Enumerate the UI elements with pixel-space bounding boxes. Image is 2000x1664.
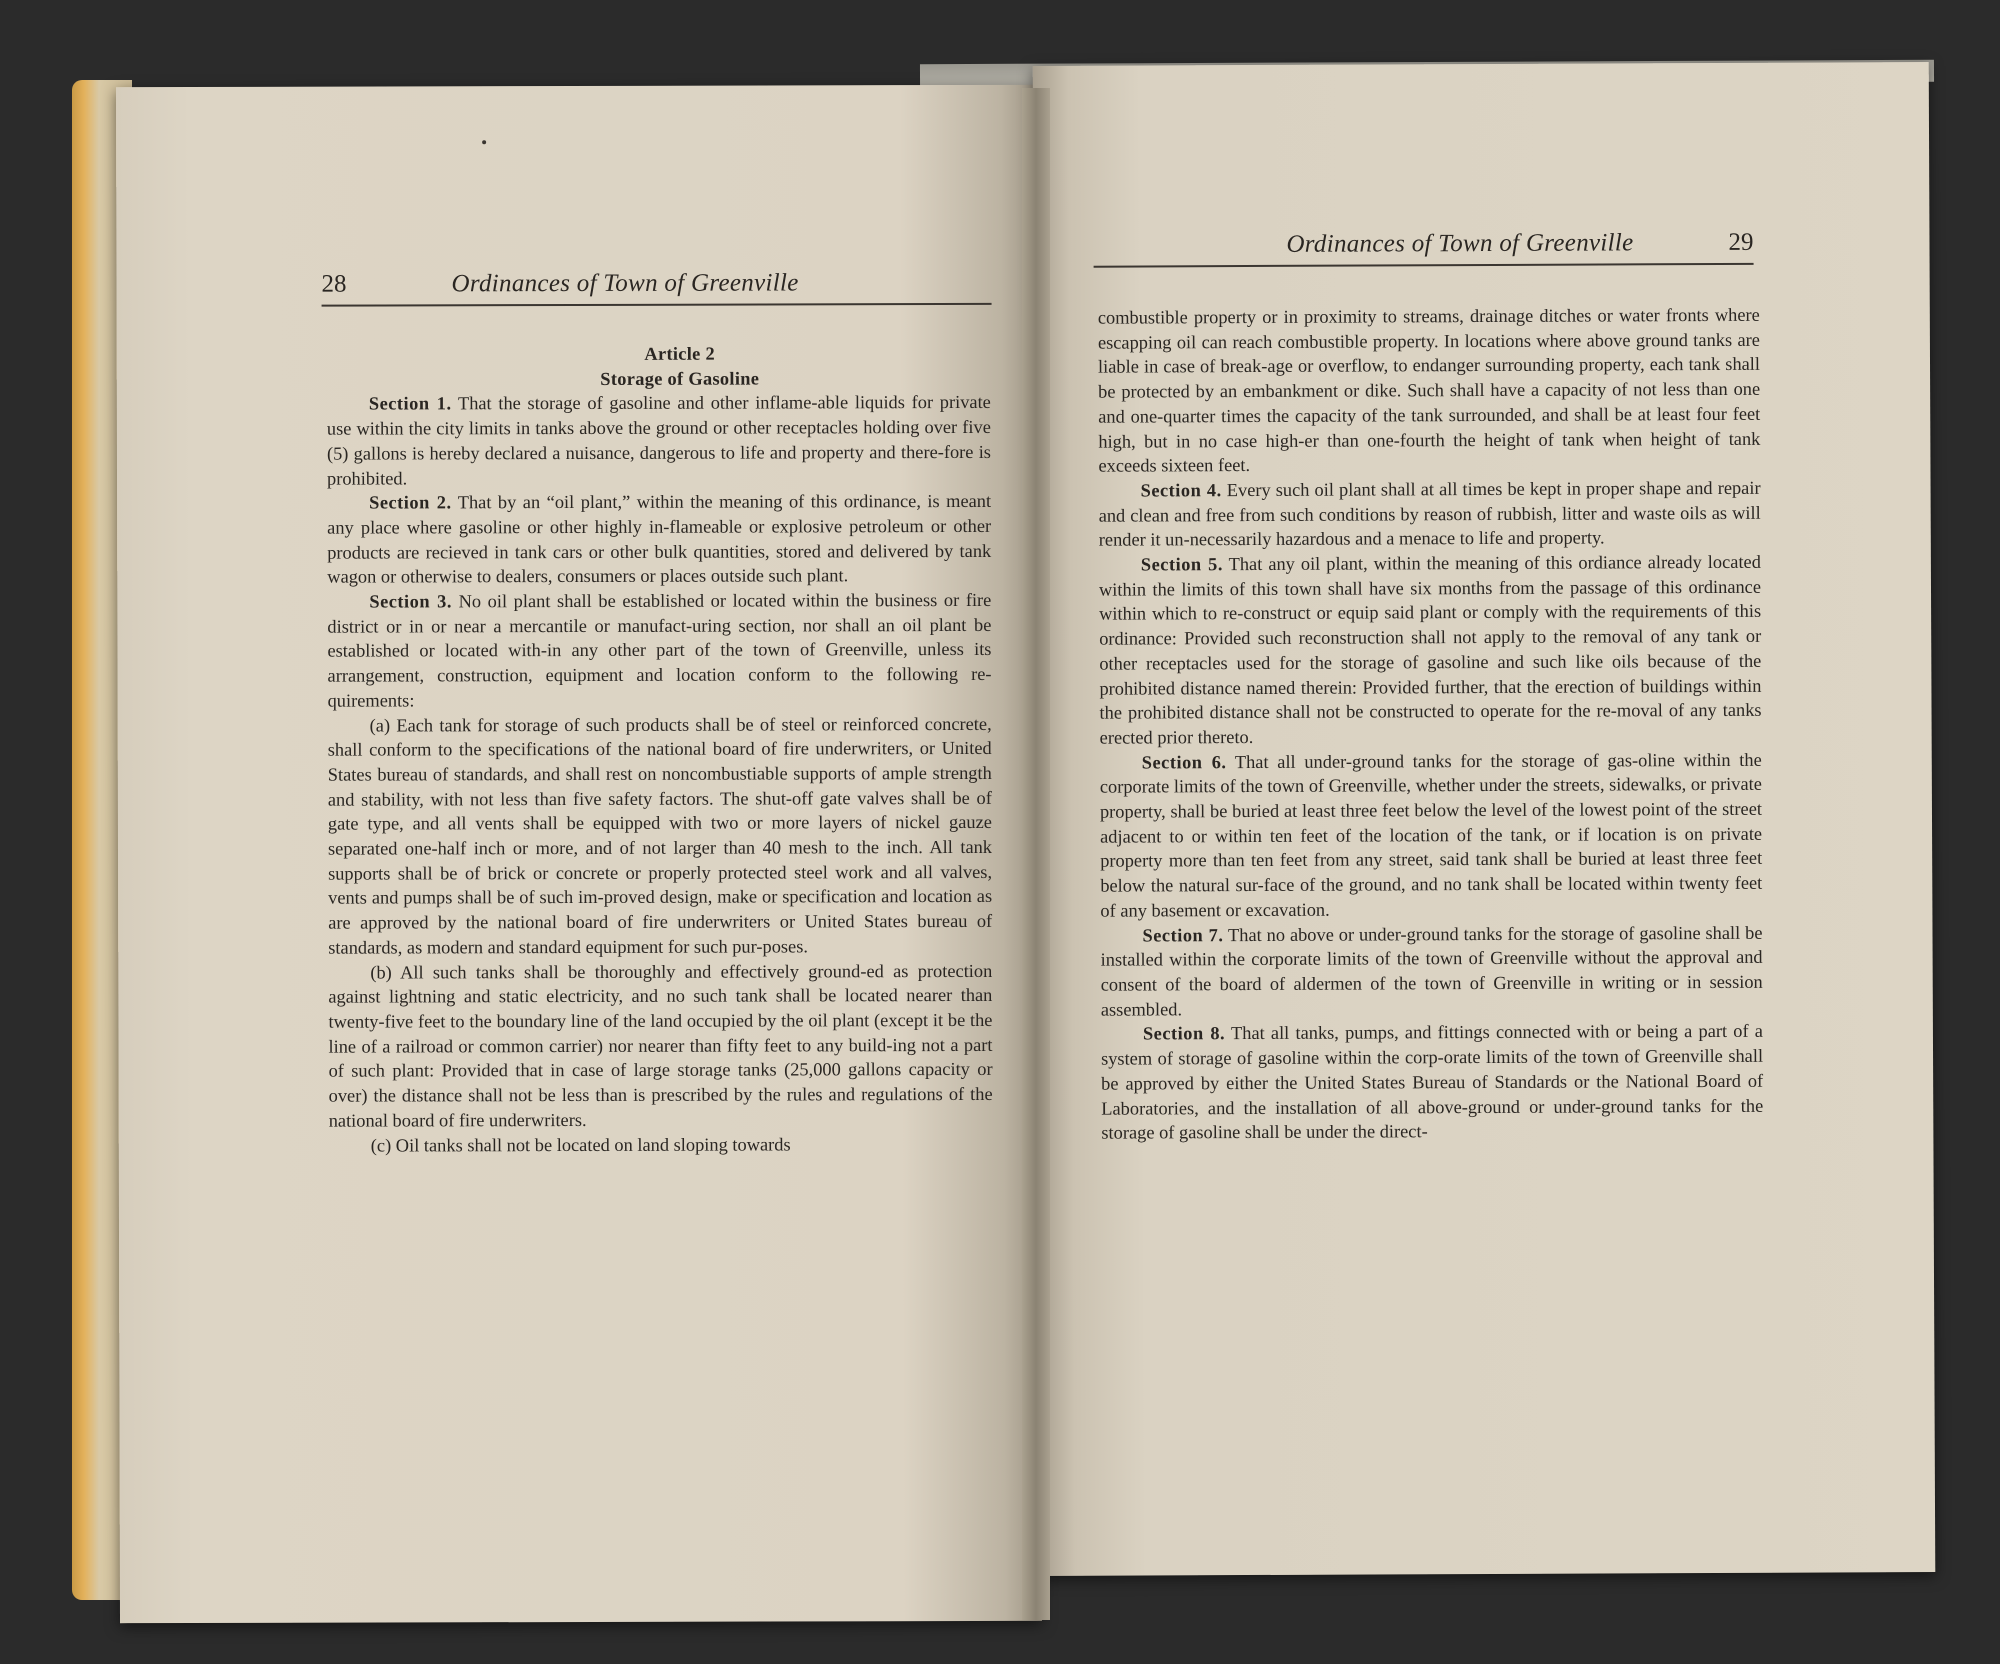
section-label: Section 5. — [1140, 554, 1223, 575]
section-label: Section 8. — [1142, 1023, 1226, 1044]
section-paragraph — [1100, 747, 1763, 923]
subsection-label: (a) — [369, 715, 391, 736]
right-page — [1033, 62, 1936, 1576]
section-text: That all tanks, pumps, and fittings connected with or being a part of a system of storage of gasoline within the corp-orate limits of the town of Greenville shall be approved by either the United States Bureau of Standards or the National Board of Laboratories, and the installation of all above-ground or under-ground tanks for the storage of gasoline shall be under the direct- — [1100, 1021, 1764, 1143]
page-number: 29 — [1728, 228, 1754, 256]
section-label: Section 7. — [1142, 924, 1224, 946]
section-paragraph — [1101, 1019, 1764, 1145]
section-paragraph — [1099, 476, 1761, 553]
section-text: No oil plant shall be established or located within the business or fire district or in or near a mercantile or manufact-uring section, nor shall an oil plant be established or located with-in any other part of the town of Greenville, unless its arrangement, construction, equipment and location conform to the following re-quirements: — [327, 589, 992, 711]
section-paragraph — [1099, 550, 1762, 751]
section-text: That by an “oil plant,” within the meaning of this ordinance, is meant any place where gasoline or other highly in-flameable or explosive petroleum or other products are recieved in tank cars or other bulk quantities, stored and delivered by tank wagon or otherwise to dealers, consumers or places outside such plant. — [327, 491, 992, 587]
subsection-label: (b) — [370, 962, 392, 983]
subsection-paragraph — [328, 958, 992, 1133]
section-paragraph — [327, 588, 991, 713]
section-paragraph — [327, 390, 991, 491]
continued-paragraph: combustible property or in proximity to streams, drainage ditches or water fronts where escapping oil can reach combustible property. In locations where above ground tanks are liable in case of break-age or overflow, to endanger surrounding property, each tank shall be protected by an embankment or dike. Such shall have a capacity of not less than one and one-quarter times the capacity of the tank surrounded, and shall be at least four feet high, but in no case high-er than one-fourth the height of tank when height of tank exceeds sixteen feet. — [1097, 304, 1761, 476]
right-page-body — [1098, 303, 1764, 1146]
book-gutter — [1022, 88, 1050, 1620]
subsection-text: Each tank for storage of such products shall be of steel or reinforced concrete, shall conform to the specifications of the national board of fire underwriters, or United States bureau of standards, and shall rest on noncombustiable supports of ample strength and stability, with not less than five safety factors. The shut-off gate valves shall be of gate type, and all vents shall be equipped with two or more layers of nickel gauze separated one-half inch or more, and of not larger than 40 mesh to the inch. All tank supports shall be of brick or concrete or properly protected steel work and all valves, vents and pumps shall be of such im-proved design, make or specification and location as are approved by the national board of fire underwriters or United States bureau of standards, as modern and standard equipment for such pur-poses. — [327, 713, 993, 958]
left-page-body — [327, 341, 993, 1158]
page-number: 28 — [321, 270, 347, 298]
section-paragraph — [327, 489, 991, 590]
page-speck — [482, 140, 486, 144]
section-paragraph — [1100, 920, 1762, 1022]
section-label: Section 2. — [369, 492, 452, 513]
section-text: That any oil plant, within the meaning of this ordiance already located within the limits of this town shall have six months from the passage of this ordinance within which to re-construct or equip said plant or comply with the requirements of this ordinance: Provided such reconstruction shall not apply to the removal of any tank or other receptacles used for the storage of gasoline and such like oils because of the prohibited distance named therein: Provided further, that the erection of buildings within the prohibited distance shall not be constructed to operate for the re-moval of any tanks erected prior thereto. — [1098, 551, 1762, 748]
section-text: That no above or under-ground tanks for the storage of gasoline shall be installed within the corporate limits of the town of Greenville without the approval and consent of the board of aldermen of the town of Greenville in writing or in session assembled. — [1100, 922, 1763, 1020]
section-text: That the storage of gasoline and other inflame-able liquids for private use within the city limits in tanks above the ground or other receptacles holding over five (5) gallons is hereby declared a nuisance, dangerous to life and property and there-fore is prohibited. — [326, 392, 991, 489]
running-title: Ordinances of Town of Greenville — [451, 269, 799, 298]
section-text: That all under-ground tanks for the storage of gas-oline within the corporate limits of the town of Greenville, whether under the streets, sidewalks, or private property, shall be buried at least three feet below the level of the lowest point of the street adjacent to or within ten feet of the location of the tank, or if location is on private property more than ten feet from any street, said tank shall be buried at least three feet below the natural sur-face of the ground, and no tank shall be located within twenty feet of any basement or excavation. — [1099, 749, 1763, 921]
section-label: Section 4. — [1140, 480, 1222, 501]
section-label: Section 3. — [369, 591, 452, 612]
subsection-text: All such tanks shall be thoroughly and effectively ground-ed as protection against lightning and static electricity, and no such tank shall be located nearer than twenty-five feet to the boundary line of the land occupied by the oil plant (except it be the line of a railroad or common carrier) nor nearer than fifty feet to any build-ing not a part of such plant: Provided that in case of large storage tanks (25,000 gallons capacity or over) the distance shall not be less than is prescribed by the rules and regulations of the national board of fire underwriters. — [328, 960, 993, 1131]
section-text: Every such oil plant shall at all times be kept in proper shape and repair and clean and free from such conditions by reason of rubbish, litter and waste oils as will render it un-necessarily hazardous and a menace to life and property. — [1098, 477, 1761, 551]
subsection-text: Oil tanks shall not be located on land sloping towards — [395, 1133, 791, 1155]
article-heading: Article 2 — [644, 343, 716, 364]
subsection-paragraph — [328, 711, 993, 960]
subsection-label: (c) — [370, 1134, 392, 1156]
section-label: Section 6. — [1141, 751, 1227, 773]
right-page-header — [1093, 229, 1753, 268]
section-label: Section 1. — [368, 393, 452, 414]
subsection-paragraph — [329, 1131, 993, 1157]
left-page — [116, 85, 1042, 1623]
left-page-header — [321, 269, 991, 307]
running-title: Ordinances of Town of Greenville — [1286, 229, 1634, 258]
article-title: Storage of Gasoline — [600, 368, 760, 389]
